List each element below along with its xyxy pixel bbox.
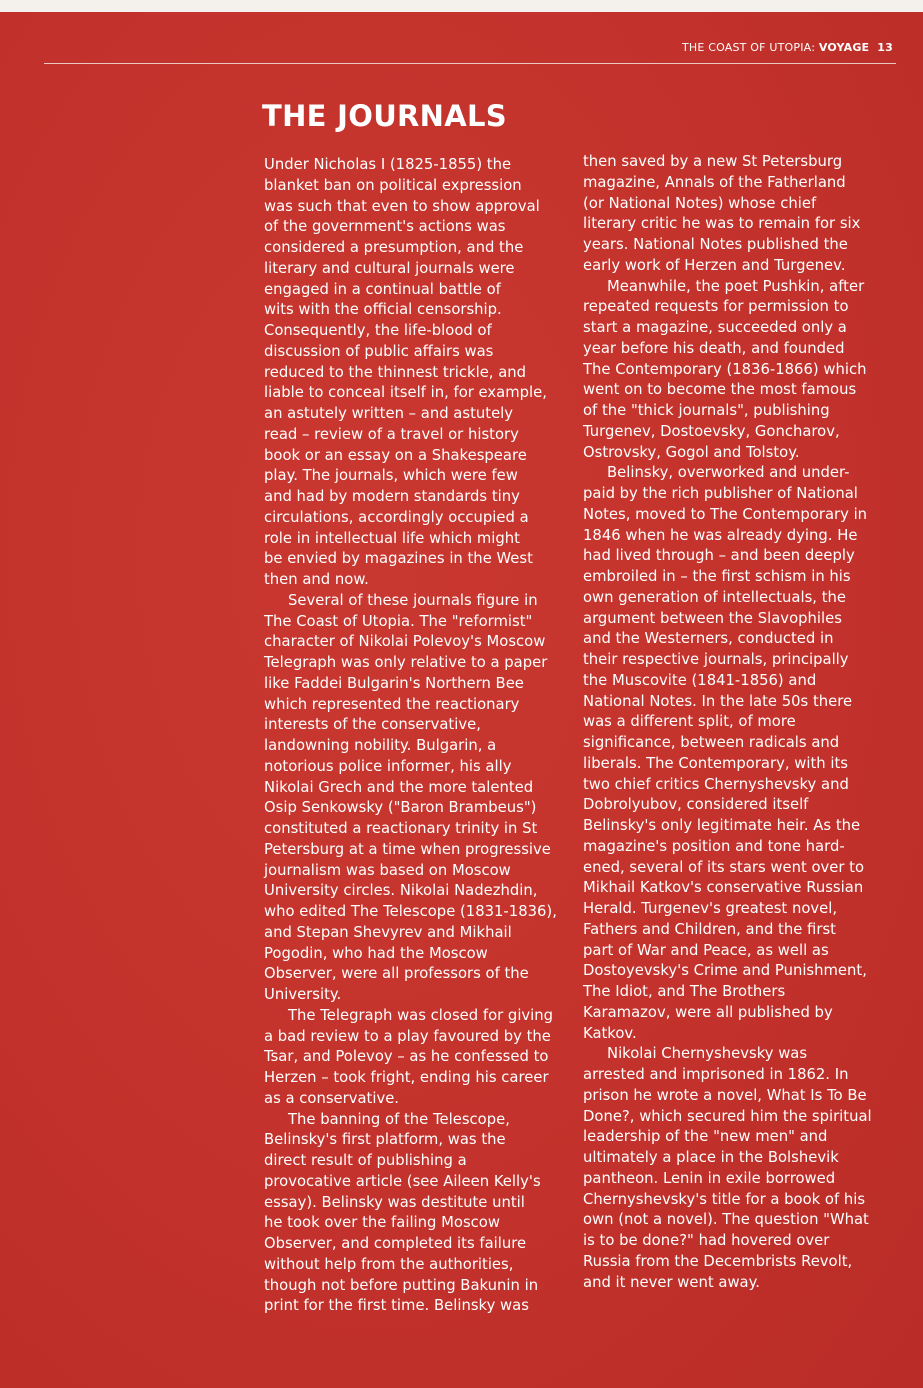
text-line: 1846 when he was already dying. He — [583, 526, 858, 544]
text-line: he took over the failing Moscow — [264, 1214, 500, 1232]
text-line: literary and cultural journals were — [264, 259, 515, 277]
text-line: considered a presumption, and the — [264, 239, 524, 256]
text-line: prison he wrote a novel, What Is To Be — [583, 1086, 867, 1104]
text-line: and had by modern standards tiny — [264, 488, 520, 505]
text-line: Turgenev, Dostoevsky, Goncharov, — [583, 422, 840, 440]
text-line: like Faddei Bulgarin's Northern Bee — [264, 674, 524, 692]
text-line: early work of Herzen and Turgenev. — [583, 256, 846, 274]
text-line: own (not a novel). The question "What — [583, 1211, 869, 1229]
text-line: circulations, accordingly occupied a — [264, 508, 529, 526]
text-line: ened, several of its stars went over to — [583, 858, 865, 876]
text-line: embroiled in – the first schism in his — [583, 568, 851, 585]
text-line: year before his death, and founded — [583, 339, 845, 357]
text-line: without help from the authorities, — [264, 1255, 514, 1273]
text-line: Consequently, the life-blood of — [264, 322, 492, 339]
text-line: The Idiot, and The Brothers — [583, 983, 786, 1000]
text-line: National Notes. In the late 50s there — [583, 692, 853, 710]
text-line: went on to become the most famous — [583, 381, 857, 399]
text-line: the Muscovite (1841-1856) and — [583, 671, 817, 689]
text-line: Belinsky's first platform, was the — [264, 1131, 506, 1149]
text-line: arrested and imprisoned in 1862. In — [583, 1066, 849, 1083]
article-title: THE JOURNALS — [262, 99, 507, 133]
running-header — [682, 41, 893, 54]
text-line: Herzen – took fright, ending his career — [264, 1069, 549, 1086]
text-line: Ostrovsky, Gogol and Tolstoy. — [583, 443, 800, 461]
text-line: liable to conceal itself in, for example, — [264, 384, 547, 402]
text-line: constituted a reactionary trinity in St — [264, 820, 538, 837]
text-line: The Telegraph was closed for giving — [288, 1006, 554, 1024]
text-line: paid by the rich publisher of National — [583, 485, 858, 502]
text-line: Belinsky's only legitimate heir. As the — [583, 817, 861, 834]
text-line: Nikolai Chernyshevsky was — [607, 1045, 808, 1063]
text-line: wits with the official censorship. — [264, 301, 502, 319]
text-line: who edited The Telescope (1831-1836), — [264, 903, 557, 920]
text-line: pantheon. Lenin in exile borrowed — [583, 1169, 836, 1187]
text-line: reduced to the thinnest trickle, and — [264, 363, 527, 381]
text-line: Dostoyevsky's Crime and Punishment, — [583, 962, 867, 980]
text-line: Chernyshevsky's title for a book of his — [583, 1190, 866, 1208]
text-line: and it never went away. — [583, 1273, 760, 1291]
text-line: journalism was based on Moscow — [264, 861, 511, 879]
text-line: University circles. Nikolai Nadezhdin, — [264, 882, 538, 900]
text-line: Done?, which secured him the spiritual — [583, 1107, 872, 1125]
text-line: play. The journals, which were few — [264, 467, 518, 485]
text-line: which represented the reactionary — [264, 695, 520, 713]
text-line: two chief critics Chernyshevsky and — [583, 775, 849, 793]
text-line: magazine's position and tone hard- — [583, 837, 845, 855]
right-column — [583, 152, 903, 1293]
text-line: had lived through – and been deeply — [583, 547, 855, 565]
text-line: be envied by magazines in the West — [264, 550, 533, 568]
text-line: Petersburg at a time when progressive — [264, 840, 551, 858]
text-line: interests of the conservative, — [264, 716, 481, 734]
text-line: of the government's actions was — [264, 218, 506, 236]
text-line: literary critic he was to remain for six — [583, 215, 861, 233]
text-line: then and now. — [264, 571, 369, 588]
text-line: an astutely written – and astutely — [264, 405, 514, 422]
text-line: Meanwhile, the poet Pushkin, after — [607, 277, 865, 295]
text-line: Dobrolyubov, considered itself — [583, 796, 809, 814]
text-line: University. — [264, 986, 342, 1003]
text-line: own generation of intellectuals, the — [583, 588, 846, 606]
text-line: read – review of a travel or history — [264, 425, 519, 443]
text-line: their respective journals, principally — [583, 651, 849, 668]
text-line: blanket ban on political expression — [264, 176, 522, 194]
text-line: and the Westerners, conducted in — [583, 630, 834, 648]
text-line: start a magazine, succeeded only a — [583, 319, 847, 336]
text-line: Pogodin, who had the Moscow — [264, 944, 488, 962]
text-line: print for the first time. Belinsky was — [264, 1297, 529, 1315]
header-section: THE COAST OF UTOPIA: — [681, 41, 819, 54]
text-line: Herald. Turgenev's greatest novel, — [583, 900, 838, 917]
text-line: Under Nicholas I (1825-1855) the — [264, 156, 512, 173]
text-line: as a conservative. — [264, 1089, 400, 1107]
text-line: Belinsky, overworked and under- — [607, 464, 850, 482]
text-line: Russia from the Decembrists Revolt, — [583, 1252, 853, 1270]
text-line: magazine, Annals of the Fatherland — [583, 173, 846, 191]
text-line: The banning of the Telescope, — [288, 1110, 510, 1128]
text-line: though not before putting Bakunin in — [264, 1276, 539, 1294]
text-line: Notes, moved to The Contemporary in — [583, 505, 868, 523]
text-line: and Stepan Shevyrev and Mikhail — [264, 923, 512, 941]
text-line: The Coast of Utopia. The "reformist" — [264, 612, 533, 630]
text-line: leadership of the "new men" and — [583, 1128, 828, 1146]
text-line: essay). Belinsky was destitute until — [264, 1193, 525, 1211]
text-line: Karamazov, were all published by — [583, 1003, 833, 1021]
text-line: Observer, were all professors of the — [264, 965, 529, 983]
text-line: part of War and Peace, as well as — [583, 941, 829, 959]
text-line: was such that even to show approval — [264, 197, 540, 215]
text-line: Tsar, and Polevoy – as he confessed to — [264, 1048, 549, 1066]
header-subsection: VOYAGE — [818, 41, 870, 54]
left-column — [264, 155, 574, 1317]
text-line: The Contemporary (1836-1866) which — [583, 360, 867, 378]
text-line: liberals. The Contemporary, with its — [583, 754, 848, 772]
text-line: engaged in a continual battle of — [264, 280, 501, 298]
text-line: Nikolai Grech and the more talented — [264, 778, 534, 796]
text-line: then saved by a new St Petersburg — [583, 153, 843, 170]
page-top-edge — [0, 0, 923, 12]
text-line: significance, between radicals and — [583, 734, 840, 751]
text-line: book or an essay on a Shakespeare — [264, 446, 527, 464]
text-line: discussion of public affairs was — [264, 342, 494, 360]
text-line: landowning nobility. Bulgarin, a — [264, 737, 497, 754]
text-line: role in intellectual life which might — [264, 529, 520, 547]
text-line: provocative article (see Aileen Kelly's — [264, 1172, 541, 1190]
text-line: Observer, and completed its failure — [264, 1235, 527, 1252]
text-line: is to be done?" had hovered over — [583, 1232, 830, 1249]
text-line: was a different split, of more — [583, 713, 796, 731]
text-line: Katkov. — [583, 1024, 637, 1042]
text-line: direct result of publishing a — [264, 1152, 467, 1169]
text-line: Fathers and Children, and the first — [583, 920, 836, 938]
text-line: ultimately a place in the Bolshevik — [583, 1149, 839, 1166]
text-line: Telegraph was only relative to a paper — [264, 654, 548, 671]
page-number: 13 — [877, 41, 893, 54]
text-line: Mikhail Katkov's conservative Russian — [583, 879, 864, 897]
text-line: character of Nikolai Polevoy's Moscow — [264, 633, 546, 651]
text-line: Several of these journals figure in — [288, 591, 538, 609]
text-line: years. National Notes published the — [583, 236, 848, 253]
text-line: repeated requests for permission to — [583, 298, 849, 316]
text-line: notorious police informer, his ally — [264, 757, 512, 775]
text-line: (or National Notes) whose chief — [583, 194, 817, 212]
text-line: a bad review to a play favoured by the — [264, 1027, 551, 1045]
header-rule — [44, 63, 896, 64]
text-line: Osip Senkowsky ("Baron Brambeus") — [264, 799, 537, 817]
text-line: of the "thick journals", publishing — [583, 402, 830, 419]
text-line: argument between the Slavophiles — [583, 609, 842, 627]
